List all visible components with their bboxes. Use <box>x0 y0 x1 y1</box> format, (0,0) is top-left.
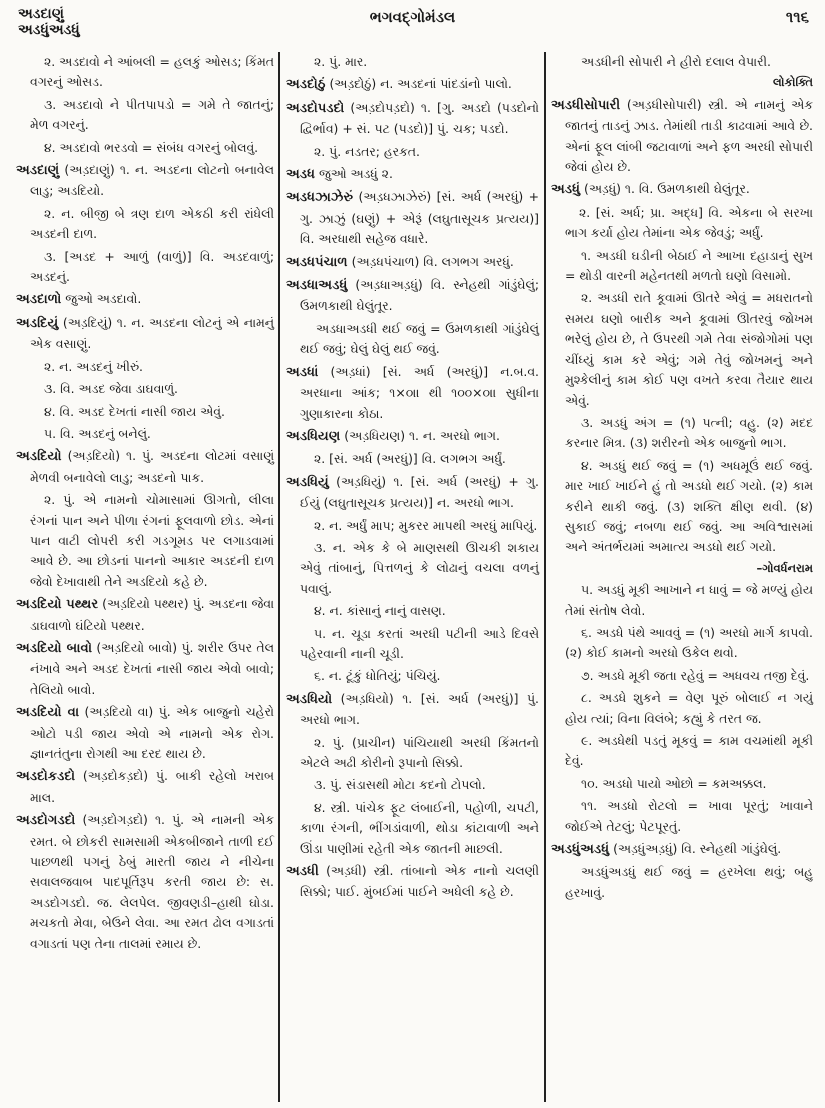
dictionary-entry <box>16 313 274 355</box>
entry-sense <box>551 688 813 729</box>
definition-text: ૨. [સં. અર્ધ; પ્રા. અદ્ધ] વિ. એકના બે સરખા ભાગ કર્યા હોય તેમાંના એક જેવડું; અર્ધું. <box>565 204 813 241</box>
definition-text: (અડ઼ધિયું) ૧. [સં. અર્ધ (અરધું) + ગુ. ઈયું (લઘુતાસૂચક પ્રત્યય)] ન. અરધો ભાગ. <box>300 473 539 511</box>
page-header <box>0 0 825 50</box>
dictionary-entry <box>16 594 274 636</box>
definition-text: અડધુંઅડધું થઈ જવું = હરખેલા થવું; બહુ હરખાવું. <box>565 864 813 900</box>
definition-text: ૨. ન. બીજી બે ત્રણ દાળ એકઠી કરી રાંધેલી અડદની દાળ. <box>30 205 274 242</box>
column-3 <box>551 52 813 905</box>
definition-text: ૮. અડધે શુકને = વેણ પૂરું બોલાઈ ન ગયું હોય ત્યાં; વિના વિલંબે; કહ્યું કે તરત જ. <box>565 690 813 726</box>
column-divider <box>278 52 280 1102</box>
definition-text: (અડ઼દિયું) ૧. ન. અડદના લોટનું એ નામનું એક વસાણું. <box>30 314 274 352</box>
headword: અડધિયણ <box>286 428 341 444</box>
definition-text: (અડ઼દોકડ઼દો) પું. બાકી રહેલો ખરાબ માલ. <box>30 768 274 805</box>
headword: અડધ <box>286 167 316 183</box>
dictionary-entry <box>16 810 274 954</box>
entry-sense <box>286 775 539 795</box>
headword: અડદાળો <box>16 292 62 308</box>
dictionary-entry <box>286 472 539 514</box>
definition-text: ૨. ન. અડદનું ખીરું. <box>44 358 143 374</box>
headword: અડધુંઅડધું <box>551 842 610 858</box>
definition-text: ૧. અડધી ઘડીની બેઠાઈ ને આખા દહાડાનું સુખ = થોડી વારની મહેનતથી મળતો ઘણો વિસામો. <box>565 247 813 284</box>
definition-text: ૭. અડધે મૂકી જતા રહેવું = અધવચ તજી દેવું. <box>581 667 810 683</box>
entry-sense <box>16 95 274 136</box>
entry-sense <box>551 623 813 664</box>
entry-sense <box>16 52 274 93</box>
definition-text: ૫. અડધું મૂકી આખાને ન ધાવું = જે મળ્યું હોય તેમાં સંતોષ લેવો. <box>565 582 813 618</box>
definition-text: ૩. ન. એક કે બે માણસથી ઊચકી શકાય એવું તાંબાનું, પિત્તળનું કે લોઢાનું વચલા વળનું પવાલું. <box>300 539 539 596</box>
definition-text: (અડ઼ધપંચાળ) વિ. લગભગ અરધું. <box>347 253 514 269</box>
definition-text: ૯. અડધેથી પડતું મૂકવું = કામ વચમાંથી મૂકી દેવું. <box>565 733 813 769</box>
entry-sense <box>551 774 813 794</box>
headword: અડદોકડદો <box>16 769 76 785</box>
dictionary-entry <box>16 160 274 202</box>
headword: અડધું <box>551 182 581 198</box>
entry-sense <box>16 357 274 377</box>
entry-sense <box>16 247 274 288</box>
dictionary-entry <box>16 766 274 808</box>
definition-text: (અડ઼ધિયો) ૧. [સં. અર્ધ (અરધું)] પું. અરધો ભાગ. <box>300 690 539 728</box>
definition-text: (અડ઼ધું) ૧. વિ. ઉમળકાથી ઘેલુંતૂર. <box>580 181 750 197</box>
headword: અડદિયો <box>16 449 62 465</box>
definition-text: (અડ઼ધુંઅડ઼ધું) વિ. સ્નેહથી ગાંડુંઘેલું. <box>609 841 782 857</box>
headword: અડદોગડદો <box>16 813 76 829</box>
definition-text: (અડ઼ધઝાઝેરું) [સં. અર્ધ (અરધું) + ગુ. ઝાઝું (ઘણું) + એરૂં (લઘુતાસૂચક પ્રત્યય)] વિ. અરધાથી સહેજ વધારે. <box>300 189 539 247</box>
entry-sense <box>551 246 813 287</box>
headword: અડધી <box>286 864 319 880</box>
definition-text: ૨. ન. અર્ધું માપ; મુકરર માપથી અરધું માપિયું. <box>314 517 538 533</box>
definition-text: (અડ઼દિયો પથ્થર) પું. અડદના જેવા ડાઘવાળો ઘંટિયો પથ્થર. <box>30 596 274 633</box>
dictionary-entry <box>551 839 813 860</box>
headword: અડદોઠું <box>286 77 326 93</box>
definition-text: (અડ઼ધી) સ્ત્રી. તાંબાનો એક નાનો ચલણી સિક્કો; પાઈ. મુંબઈમાં પાઈને અધેલી કહે છે. <box>300 863 539 900</box>
dictionary-entry <box>286 252 539 273</box>
dictionary-entry <box>286 426 539 447</box>
dictionary-entry <box>286 861 539 903</box>
headword: અડધિયો <box>286 691 333 707</box>
definition-text: ૬. અડધે પંથે આવવું = (૧) અરધો માર્ગ કાપવો. (૨) કોઈ કામનો અરધો ઉકેલ થવો. <box>565 624 813 661</box>
entry-sense <box>16 138 274 158</box>
definition-text: (અડ઼દિયો બાવો) પું. શરીર ઉપર તેલ નંખાવે અને અડદ દેખતાં નાસી જાય એવો બાવો; તેલિયો બાવો. <box>30 639 274 697</box>
definition-text: ૧૦. અડધો પાયો ઓછો = કમઅક્કલ. <box>581 775 767 791</box>
dictionary-entry <box>286 74 539 95</box>
definition-text: ૬. ન. ટૂંકું ધોતિયું; પંચિયું. <box>314 668 441 684</box>
definition-text: ૨. અડધી રાતે કૂવામાં ઊતરે એવું = મધરાતનો સમય ઘણો બારીક અને કૂવામાં ઊતરવું જોખમ ભરેલું હોય છે, તે ઉપરથી ગમે તેવા સંજોગોમાં પણ ચીંધ્યું કામ કરે એવું; ગમે તેવું જોખમનું અને મુશ્કેલીનું કામ કોઈ પણ વખતે કરવા તૈયાર થાય એવું. <box>565 290 813 408</box>
entry-sense <box>551 796 813 837</box>
entry-sense <box>551 456 813 578</box>
entry-sense <box>286 601 539 621</box>
entry-sense <box>286 319 539 360</box>
definition-text: ૨. અડદાવો ને આંબલી = હલકું ઓસડ; કિંમત વગરનું ઓસડ. <box>30 54 274 90</box>
guide-word-first: અડદાણું <box>18 6 64 22</box>
definition-text: જુઓ અડધું ૨. <box>315 166 393 182</box>
dictionary-entry <box>16 638 274 700</box>
entry-sense <box>286 516 539 536</box>
definition-text: (અડ઼દોપડ઼દો) ૧. [ગુ. અડદો (પડદોનો દ્વિર્ભાવ) + સં. પટ (પડદો)] પું. ચક; પડદો. <box>300 99 539 137</box>
definition-text: ૨. પું. (પ્રાચીન) પાંચિયાથી અરધી કિંમતનો એટલે અઢી કોરીનો રૂપાનો સિક્કો. <box>300 734 539 770</box>
headword: અડધાં <box>286 364 319 380</box>
entry-sense <box>286 52 539 72</box>
entry-sense <box>286 666 539 686</box>
definition-text: (અડ઼ધાં) [સં. અર્ધ (અરધું)] ન.બ.વ. અરધાના આંક; ૧×૦॥ થી ૧૦૦×૦॥ સુધીના ગુણાકારના કોઠા. <box>300 363 539 421</box>
definition-text: ૪. અડદાવો ભરડવો = સંબંધ વગરનું બોલવું. <box>44 139 259 155</box>
dictionary-entry <box>286 164 539 185</box>
entry-sense <box>551 203 813 244</box>
definition-text: (અડ઼દિયો) ૧. પું. અડદના લોટમાં વસાણું મેળવી બનાવેલો લાડુ; અડદનો પાક. <box>30 448 274 485</box>
definition-text: જુઓ અડદાવો. <box>61 291 142 307</box>
dictionary-entry <box>286 98 539 140</box>
definition-text: ૪. ન. કાંસાનું નાનું વાસણ. <box>314 603 446 619</box>
entry-sense <box>551 580 813 621</box>
entry-sense <box>286 538 539 599</box>
entry-sense <box>551 288 813 410</box>
column-2 <box>286 52 539 905</box>
definition-text: ૪. સ્ત્રી. પાંચેક ફૂટ લંબાઈની, પહોળી, ચપટી, કાળા રંગની, ભીંગડાંવાળી, થોડા કાંટાવાળી અને ઊંડા પાણીમાં રહેતી એક જાતની માછલી. <box>300 799 539 856</box>
entry-sense <box>16 424 274 444</box>
definition-text: ૩. [અડદ + આળું (વાળું)] વિ. અડદવાળું; અડદનું. <box>30 248 274 285</box>
headword: અડધાઅડધું <box>286 278 348 294</box>
dictionary-entry <box>16 446 274 488</box>
entry-sense <box>551 666 813 686</box>
guide-word-last: અડધુંઅડધું <box>18 22 80 38</box>
definition-text: (અડ઼ધાઅડ઼ધું) વિ. સ્નેહથી ગાંડુંઘેલું; ઉમળકાથી ઘેલુંતૂર. <box>300 277 539 314</box>
dictionary-entry <box>551 179 813 200</box>
entry-sense <box>286 798 539 859</box>
definition-text: ૪. અડધું થઈ જવું = (૧) અધમૂઉં થઈ જવું. માર ખાઈ ખાઈને હું તો અડધો થઈ ગયો. (૨) કામ કરીને થાકી જવું. (૩) શક્તિ ક્ષીણ થવી. (૪) સુકાઈ જવું; નબળા થઈ જવું. આ અવિશ્વાસમાં અને અંતર્ભયમાં અમાત્ય અડધો થઈ ગયો. <box>565 457 813 555</box>
headword: અડધપંચાળ <box>286 254 348 270</box>
page-number: ૧૧૬ <box>785 8 809 26</box>
definition-text: ૩. અડધું અંગ = (૧) પત્ની; વહુ. (૨) મદદ કરનાર મિત્ર. (૩) શરીરનો એક બાજુનો ભાગ. <box>565 414 813 451</box>
definition-text: ૨. પું. નડતર; હરકત. <box>314 143 420 159</box>
column-1 <box>16 52 274 956</box>
dictionary-entry <box>551 95 813 178</box>
definition-text: (અડ઼દિયો વા) પું. એક બાજુનો ચહેરો ઓટો પડી જાય એવો એ નામનો એક રોગ. જ્ઞાનતંતુના રોગથી આ દરદ થાય છે. <box>30 704 274 761</box>
dictionary-entry <box>286 362 539 424</box>
dictionary-entry <box>286 187 539 249</box>
definition-text: અડધાઅડધી થઈ જવું = ઉમળકાથી ગાંડુંઘેલું થઈ જવું; ઘેલું ઘેલું થઈ જવું. <box>300 320 539 357</box>
entry-sense <box>16 402 274 422</box>
definition-text: ૩. પું. સંડાસથી મોટા કદનો ટોપલો. <box>314 777 486 793</box>
entry-sense <box>16 204 274 245</box>
headword: અડદિયો પથ્થર <box>16 597 99 613</box>
headword: અડદિયું <box>16 315 59 331</box>
definition-text: ૫. વિ. અડદનું બનેલું. <box>44 425 151 441</box>
source-attribution: લોકોક્તિ <box>772 75 813 90</box>
headword: અડધઝાઝેરું <box>286 190 354 206</box>
definition-text: (અડ઼ધિયણ) ૧. ન. અરધો ભાગ. <box>340 427 500 443</box>
definition-text: (અડ઼દોઠું) ન. અડદનાં પાંદડાંનો પાલો. <box>325 76 512 92</box>
definition-text: ૫. ન. ચૂડા કરતાં અરધી પટીની આડે દિવસે પહેરવાની નાની ચૂડી. <box>300 625 539 661</box>
entry-sense <box>551 731 813 772</box>
running-title: ભગવદ્ગોમંડલ <box>369 8 456 26</box>
entry-sense <box>286 449 539 469</box>
dictionary-entry <box>16 702 274 764</box>
entry-sense <box>551 413 813 454</box>
entry-sense <box>286 624 539 665</box>
definition-text: (અડ઼ધીસોપારી) સ્ત્રી. એ નામનું એક જાતનું તાડનું ઝાડ. તેમાંથી તાડી કાઢવામાં આવે છે. એનાં ફૂલ લાંબી જટાવાળાં અને ફળ અરધી સોપારી જેવાં હોય છે. <box>565 96 813 175</box>
dictionary-entry <box>286 275 539 317</box>
definition-text: ૧૧. અડધો રોટલો = ખાવા પૂરતું; ખાવાને જોઈએ તેટલું; પેટપૂરતું. <box>565 798 813 834</box>
headword: અડદિયો વા <box>16 705 80 721</box>
definition-text: (અડ઼દાણું) ૧. ન. અડદના લોટનો બનાવેલ લાડુ; અડદિયો. <box>30 162 274 199</box>
entry-sense <box>286 733 539 774</box>
source-attribution: –ગોવર્ધનરામ <box>756 560 813 575</box>
dictionary-entry <box>286 689 539 731</box>
entry-sense <box>16 490 274 592</box>
definition-text: ૪. વિ. અડદ દેખતાં નાસી જાય એવું. <box>44 403 225 419</box>
column-divider <box>544 52 546 1102</box>
definition-text: ૨. પું. એ નામનો ચોમાસામાં ઊગતો, લીલા રંગનાં પાન અને પીળા રંગનાં ફૂલવાળો છોડ. એનાં પાન વાટી લોપરી કરી ગડગૂમડ પર લગાડવામાં આવે છે. આ છોડનાં પાનનો આકાર અડદની દાળ જેવો દેખાવાથી તેને અડદિયો કહે છે. <box>30 492 274 589</box>
entry-sense <box>16 379 274 399</box>
headword: અડદિયો બાવો <box>16 640 92 656</box>
headword: અડધીસોપારી <box>551 97 621 113</box>
definition-text: ૩. વિ. અડદ જેવા ડાઘવાળું. <box>44 381 178 397</box>
definition-text: ૨. [સં. અર્ધ (અરધું)] વિ. લગભગ અર્ધું. <box>314 451 506 467</box>
definition-text: ૨. પું. માર. <box>314 54 368 69</box>
definition-text: ૩. અડદાવો ને પીતપાપડો = ગમે તે જાતનું; મેળ વગરનું. <box>30 96 274 133</box>
definition-text: (અડ઼દોગડ઼દો) ૧. પું. એ નામની એક રમત. બે છોકરી સામસામી એકબીજાને તાળી દઈ પાછળથી પગનું ઠેબું મારતી જાય ને નીચેના સવાલજવાબ પાદપૂર્તિરૂપ કરતી જાય છે: સ. અડદોગડદો. જ. લેલપેલ. જીવણડી–હાથી ઘોડા. મચકતો મેવા, બેઉને લેવા. આ રમત ઢોલ વગાડતાં વગાડતાં પણ તેના તાલમાં રમાય છે. <box>30 812 274 951</box>
headword: અડદાણું <box>16 163 60 179</box>
headword: અડદોપડદો <box>286 100 345 116</box>
dictionary-entry <box>16 289 274 310</box>
headword: અડધિયું <box>286 474 329 490</box>
definition-text: અડધીની સોપારી ને હીરો દલાલ વેપારી. <box>581 54 771 69</box>
entry-sense <box>551 52 813 93</box>
entry-sense <box>286 142 539 162</box>
entry-sense <box>551 862 813 903</box>
